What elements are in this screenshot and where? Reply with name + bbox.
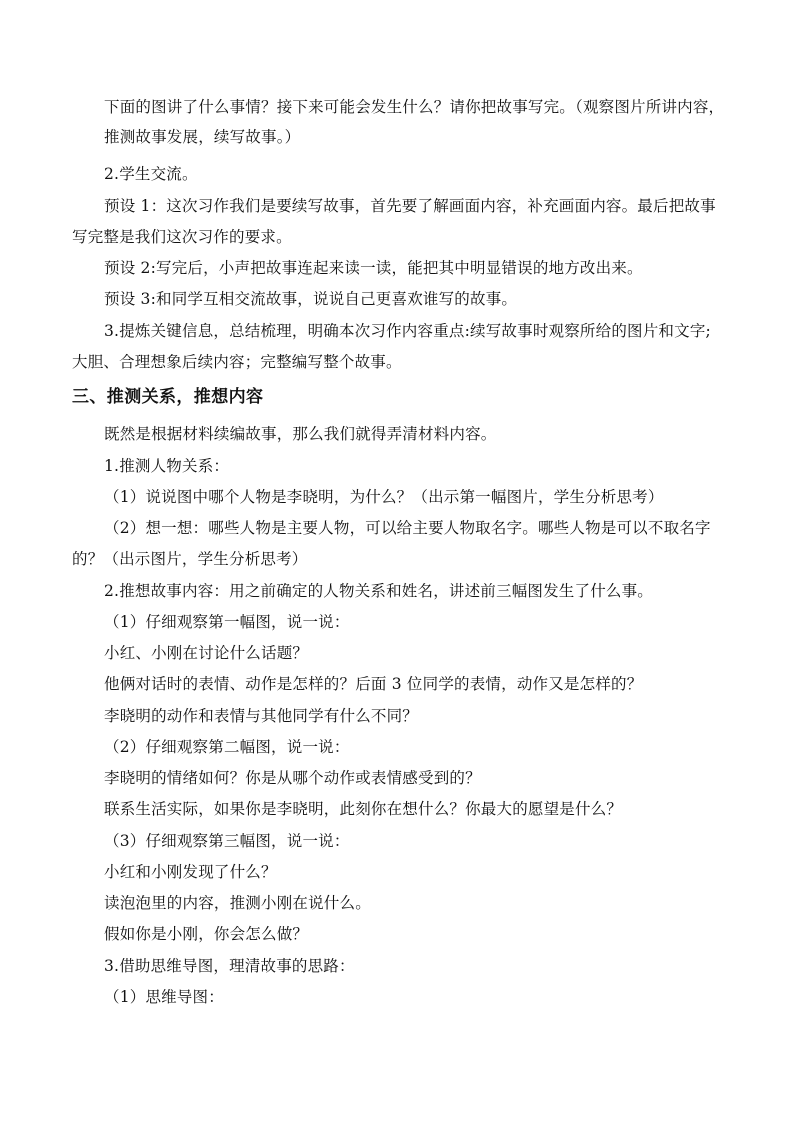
paragraph-line: 预设 3:和同学互相交流故事，说说自己更喜欢谁写的故事。 [104, 290, 518, 308]
paragraph-line: 2.推想故事内容：用之前确定的人物关系和姓名，讲述前三幅图发生了什么事。 [104, 582, 653, 600]
paragraph-line: 既然是根据材料续编故事，那么我们就得弄清材料内容。 [104, 425, 497, 443]
paragraph-line: （1）思维导图： [104, 988, 224, 1006]
paragraph-line: 小红、小刚在讨论什么话题？ [104, 644, 309, 662]
paragraph-line: 1.推测人物关系： [104, 457, 230, 475]
paragraph-line: 读泡泡里的内容，推测小刚在说什么。 [104, 894, 371, 912]
paragraph-line: 李晓明的情绪如何？你是从哪个动作或表情感受到的？ [104, 769, 481, 787]
paragraph-line: （2）仔细观察第二幅图，说一说： [104, 738, 350, 756]
section-heading: 三、推测关系，推想内容 [72, 387, 264, 407]
paragraph-line: 推测故事发展，续写故事。） [104, 128, 301, 146]
paragraph-line: 预设 1：这次习作我们是要续写故事，首先要了解画面内容，补充画面内容。最后把故事 [104, 197, 716, 215]
paragraph-line: 下面的图讲了什么事情？接下来可能会发生什么？请你把故事写完。（观察图片所讲内容， [104, 98, 725, 116]
paragraph-line: （1）仔细观察第一幅图，说一说： [104, 613, 350, 631]
paragraph-line: 2.学生交流。 [104, 165, 198, 183]
paragraph-line: 预设 2:写完后，小声把故事连起来读一读，能把其中明显错误的地方改出来。 [104, 259, 643, 277]
paragraph-line: 写完整是我们这次习作的要求。 [72, 228, 292, 246]
paragraph-line: 假如你是小刚，你会怎么做？ [104, 925, 309, 943]
paragraph-line: 3.提炼关键信息，总结梳理，明确本次习作内容重点:续写故事时观察所给的图片和文字; [104, 322, 711, 340]
paragraph-line: 小红和小刚发现了什么？ [104, 863, 277, 881]
paragraph-line: （3）仔细观察第三幅图，说一说： [104, 832, 350, 850]
paragraph-line: 3.借助思维导图，理清故事的思路： [104, 957, 355, 975]
paragraph-line: （2）想一想：哪些人物是主要人物，可以给主要人物取名字。哪些人物是可以不取名字 [104, 519, 711, 537]
paragraph-line: （1）说说图中哪个人物是李晓明，为什么？（出示第一幅图片，学生分析思考） [104, 488, 664, 506]
paragraph-line: 他俩对话时的表情、动作是怎样的？后面 3 位同学的表情，动作又是怎样的？ [104, 675, 643, 693]
paragraph-line: 大胆、合理想象后续内容；完整编写整个故事。 [72, 353, 402, 371]
paragraph-line: 的？（出示图片，学生分析思考） [72, 550, 308, 568]
paragraph-line: 联系生活实际，如果你是李晓明，此刻你在想什么？你最大的愿望是什么？ [104, 800, 623, 818]
paragraph-line: 李晓明的动作和表情与其他同学有什么不同？ [104, 707, 419, 725]
